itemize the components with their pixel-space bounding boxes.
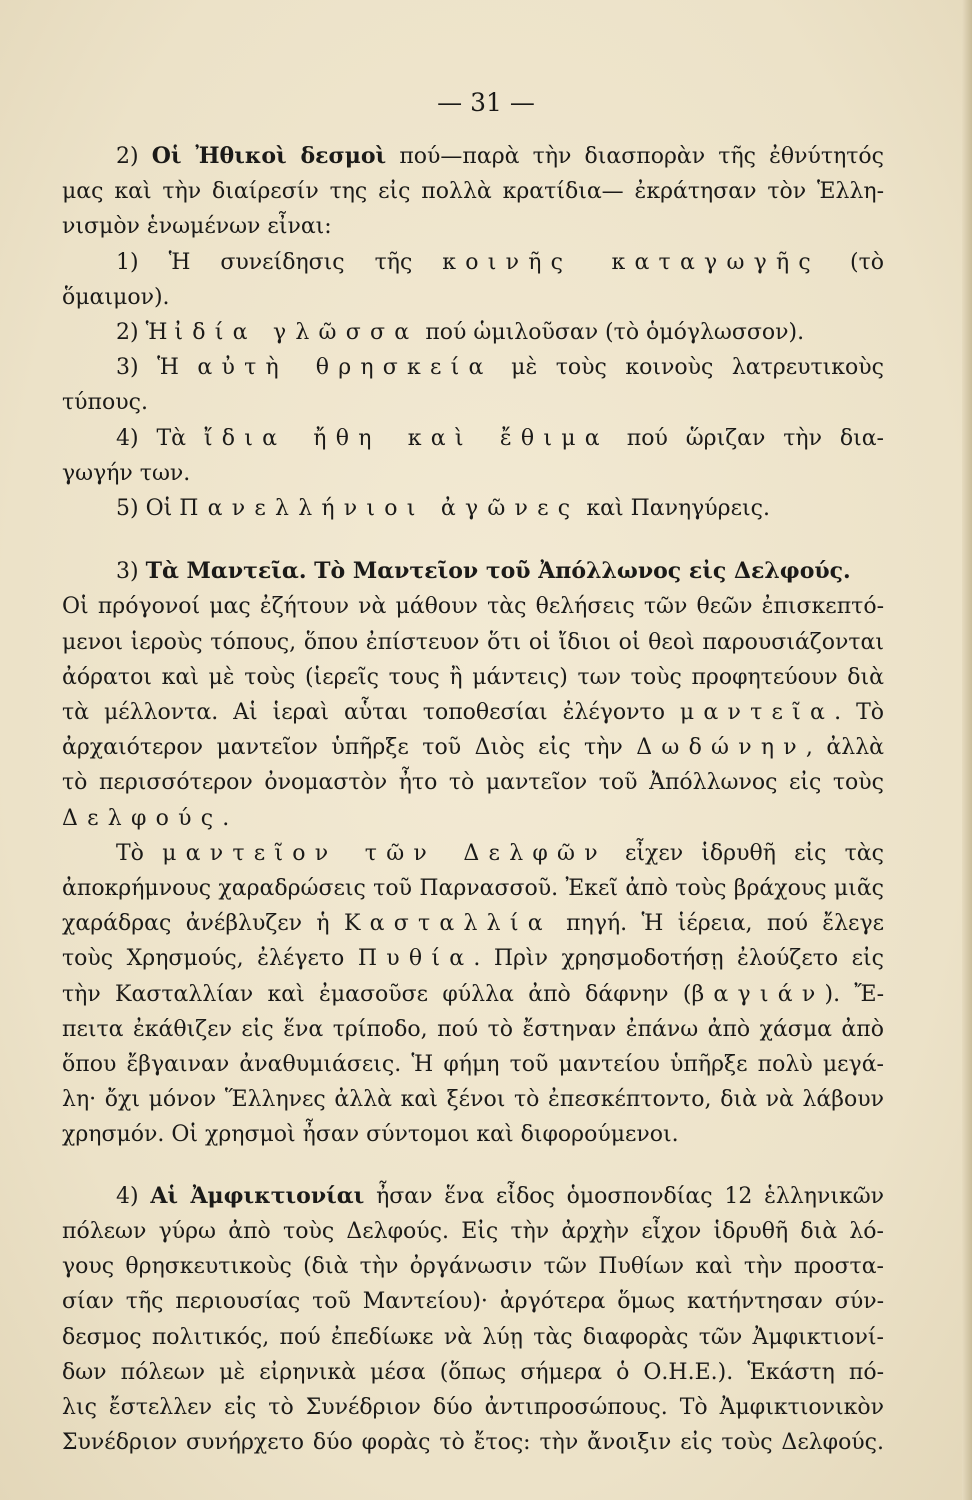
list-item (62, 421, 884, 456)
list-item (62, 315, 884, 350)
item-number: 2) (116, 144, 152, 169)
spaced-emphasis: βαγιάν (691, 981, 825, 1007)
section-heading: Οἱ Ἠθικοὶ δεσμοὶ (151, 143, 387, 169)
text-span: καὶ Πανηγύρεις. (579, 496, 770, 522)
text-line (62, 695, 884, 730)
text-line: τὸ περισσότερον ὀνομαστὸν ἦτο τὸ μαντεῖον τοῦ Ἀπόλλωνος εἰς τοὺς (62, 770, 884, 796)
spaced-emphasis: ἴδια ἤθη καὶ ἔθιμα (203, 425, 609, 451)
page-edge-shadow (962, 0, 972, 1500)
text-line: νισμὸν ἑνωμένων εἶναι: (62, 214, 332, 240)
text-span: 2) Ἡ (116, 320, 175, 346)
text-line: Οἱ πρόγονοί μας ἐζήτουν νὰ μάθουν τὰς θελήσεις τῶν θεῶν ἐπισκεπτό- (62, 594, 884, 620)
list-item (62, 491, 884, 526)
text-span: πού ὥριζαν τὴν δια- (608, 425, 884, 451)
section-oracles (62, 554, 884, 1152)
text-line (62, 730, 884, 765)
text-line: ἀόρατοι καὶ μὲ τοὺς (ἱερεῖς τους ἢ μάντεις) των τοὺς προφητεύουν διὰ (62, 664, 884, 690)
item-number: 3) (116, 559, 146, 585)
text-line: Συνέδριον συνήρχετο δύο φορὰς τὸ ἔτος: τὴν ἄνοιξιν εἰς τοὺς Δελφούς. (62, 1430, 884, 1456)
text-line: γους θρησκευτικοὺς (διὰ τὴν ὀργάνωσιν τῶν Πυθίων καὶ τὴν προστα- (62, 1254, 884, 1280)
text-span: . Τὸ (834, 700, 884, 726)
text-span: 5) Οἱ (116, 496, 180, 522)
spaced-emphasis: Πυθία (357, 946, 474, 972)
paragraph-gap (62, 526, 884, 554)
text-span: ). Ἔ- (824, 981, 885, 1007)
text-line (62, 977, 884, 1012)
text-span: πηγή. Ἡ ἱέρεια, πού ἔλεγε (551, 911, 885, 937)
text-span: πού ὡμιλοῦσαν (τὸ ὁμόγλωσσον). (418, 320, 805, 346)
text-span: , ἀλλὰ (805, 735, 884, 761)
text-line: χρησμόν. Οἱ χρησμοὶ ἦσαν σύντομοι καὶ διφορούμενοι. (62, 1122, 679, 1148)
text-line (62, 941, 884, 976)
text-line: σίαν τῆς περιουσίας τοῦ Μαντείου)· ἀργότερα ὅμως κατήντησαν σύν- (62, 1289, 884, 1315)
text-span: τὴν Κασταλλίαν καὶ ἐμασοῦσε φύλλα ἀπὸ δάφνην ( (62, 981, 692, 1007)
text-span: τὰ μέλλοντα. Αἱ ἱεραὶ αὗται τοποθεσίαι ἐλέγοντο (62, 700, 680, 726)
text-line: Δελφούς. (62, 805, 239, 831)
spaced-emphasis: αὐτὴ θρησκεία (197, 355, 493, 381)
section-heading: Αἱ Ἀμφικτιονίαι (150, 1182, 365, 1209)
text-line: ὅπου ἔβγαιναν ἀναθυμιάσεις. Ἡ φήμη τοῦ μαντείου ὑπῆρξε πολὺ μεγά- (62, 1052, 884, 1078)
text-line: λη· ὄχι μόνον Ἕλληνες ἀλλὰ καὶ ξένοι τὸ ἐπεσκέπτοντο, διὰ νὰ λάβουν (62, 1087, 884, 1113)
list-item (62, 350, 884, 385)
spaced-emphasis: Πανελλήνιοι ἀγῶνες (179, 496, 580, 522)
text-line: λις ἔστελλεν εἰς τὸ Συνέδριον δύο ἀντιπροσώπους. Τὸ Ἀμφικτιονικὸν (62, 1394, 884, 1420)
spaced-emphasis: ἰδία γλῶσσα (174, 320, 419, 346)
text-line: πόλεων γύρω ἀπὸ τοὺς Δελφούς. Εἰς τὴν ἀρχὴν εἶχον ἱδρυθῆ διὰ λό- (62, 1218, 884, 1244)
text-span: . Πρὶν χρησμοδοτήσῃ ἐλούζετο εἰς (473, 946, 884, 972)
text-line: ὅμαιμον). (62, 284, 170, 310)
text-line: μας καὶ τὴν διαίρεσίν της εἰς πολλὰ κρατίδια— ἐκράτησαν τὸν Ἑλλη- (62, 179, 884, 205)
text-span: τοὺς Χρησμούς, ἐλέγετο (62, 946, 358, 972)
page-number: — 31 — (437, 88, 535, 117)
text-line (62, 1179, 884, 1214)
spaced-emphasis: μαντεῖα (679, 700, 835, 726)
spaced-emphasis: κοινῆς καταγωγῆς (442, 249, 820, 275)
text-line: ἀποκρήμνους χαραδρώσεις τοῦ Παρνασσοῦ. Ἐκεῖ ἀπὸ τοὺς βράχους μιᾶς (62, 876, 884, 902)
item-number: 4) (116, 1183, 151, 1209)
text-span: Τὸ (116, 840, 163, 866)
spaced-emphasis: Κασταλλία (343, 911, 552, 937)
text-span: χαράδρας ἀνέβλυζεν ἡ (62, 911, 344, 937)
text-span: (τὸ (820, 249, 885, 275)
spaced-emphasis: Δωδώνην (636, 735, 806, 761)
text-line: τύπους. (62, 390, 148, 416)
section-heading: Τὰ Μαντεῖα. Τὸ Μαντεῖον τοῦ Ἀπόλλωνος εἰς Δελφούς. (145, 558, 851, 585)
text-line (62, 554, 884, 589)
text-line (62, 906, 884, 941)
text-line: πειτα ἐκάθιζεν εἰς ἕνα τρίποδο, πού τὸ ἔστηναν ἐπάνω ἀπὸ χάσμα ἀπὸ (62, 1016, 884, 1042)
text-span: μὲ τοὺς κοινοὺς λατρευτικοὺς (492, 355, 884, 381)
text-line: δεσμος πολιτικός, πού ἐπεδίωκε νὰ λύῃ τὰς διαφορὰς τῶν Ἀμφικτιονί- (62, 1324, 884, 1350)
text-line (62, 139, 884, 174)
paragraph-gap (62, 1153, 884, 1179)
list-item (62, 245, 884, 280)
text-span: 3) Ἡ (116, 355, 198, 381)
text-line (62, 836, 884, 871)
text-span: 4) Τὰ (116, 425, 204, 451)
section-ethical-bonds (62, 139, 884, 526)
spaced-emphasis: μαντεῖον τῶν Δελφῶν (162, 840, 607, 866)
section-amphictyonies (62, 1179, 884, 1461)
text-span: ἀρχαιότερον μαντεῖον ὑπῆρξε τοῦ Διὸς εἰς τὴν (62, 735, 637, 761)
text-span: 1) Ἡ συνείδησις τῆς (116, 249, 443, 275)
text-line: μενοι ἱεροὺς τόπους, ὅπου ἐπίστευον ὅτι οἱ ἴδιοι οἱ θεοὶ παρουσιάζονται (62, 629, 884, 655)
text-line: δων πόλεων μὲ εἰρηνικὰ μέσα (ὅπως σήμερα ὁ Ο.Η.Ε.). Ἑκάστη πό- (62, 1359, 884, 1385)
text-span: ἦσαν ἕνα εἶδος ὁμοσπονδίας 12 ἑλληνικῶν (364, 1183, 885, 1209)
text-span: εἶχεν ἱδρυθῆ εἰς τὰς (606, 840, 884, 866)
text-span: πού—παρὰ τὴν διασπορὰν τῆς ἐθνύτητός (386, 144, 884, 169)
text-line: γωγήν των. (62, 460, 191, 486)
